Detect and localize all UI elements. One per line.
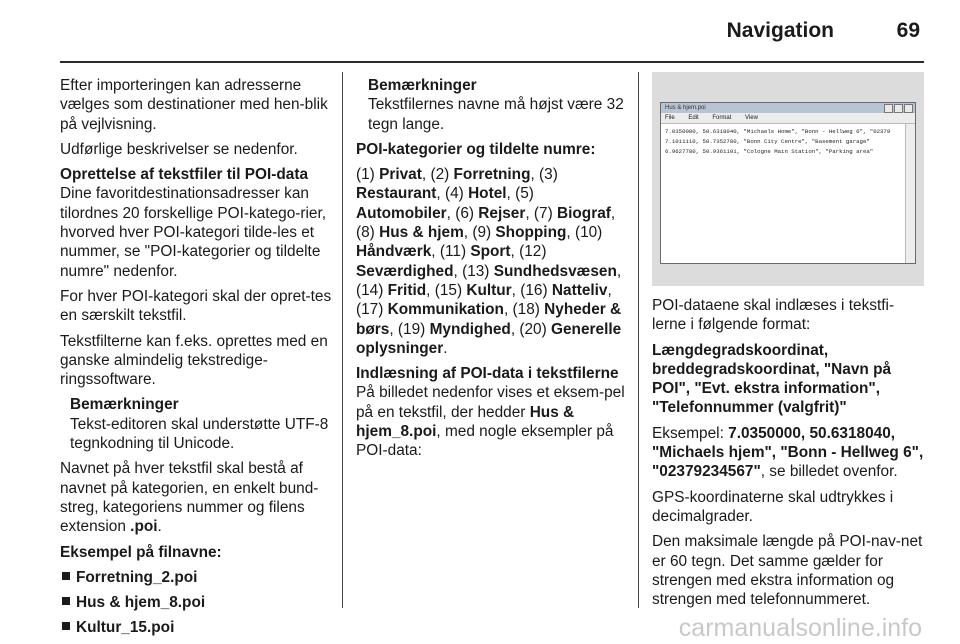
category-separator: ,: [610, 204, 616, 222]
list-item: [60, 618, 332, 637]
category-name: Kultur: [466, 281, 512, 299]
text-editor-window: [660, 102, 916, 264]
watermark: carmanualsonline.info: [678, 614, 922, 642]
category-number: (19): [397, 320, 430, 338]
category-number: (9): [472, 224, 496, 242]
intro-paragraph: Efter importeringen kan adresserne vælges som destinationer med hen-blik på vejlvisning.: [60, 77, 328, 133]
category-name: Hotel: [468, 185, 507, 203]
window-titlebar: [661, 103, 915, 113]
maximize-icon: [894, 104, 903, 113]
menu-file: File: [665, 115, 675, 121]
category-number: (16): [520, 281, 552, 299]
note-block-encoding: [60, 395, 332, 453]
page-number: 69: [896, 19, 920, 42]
note-title: Bemærkninger: [70, 396, 179, 414]
filename-text: Navnet på hver tekstfil skal bestå af navnet på kategorien, en enkelt bund-streg, kategoriens nummer og filens extension: [60, 460, 319, 536]
category-separator: ,: [511, 281, 521, 299]
category-separator: ,: [530, 166, 540, 184]
category-name: Nyheder & børs: [356, 301, 622, 338]
categories-paragraph: Dine favoritdestinationsadresser kan tilordnes 20 forskellige POI-katego-rier, hvorved hver POI-kategori tilde-les et nummer, se "POI-kategorier og tildelte numre" nedenfor.: [60, 185, 327, 280]
category-number: (3): [539, 166, 558, 184]
list-item-text: Kultur_15.poi: [76, 619, 175, 637]
poi-line: 7.0350000, 50.6318040, "Michaels Home", "Bonn - Hellweg 6", "02379: [665, 128, 891, 135]
category-number: (20): [519, 320, 552, 338]
details-paragraph: Udførlige beskrivelser se nedenfor.: [60, 140, 298, 158]
import-text: På billedet nedenfor vises et eksem-pel på en tekstfil, der hedder: [356, 384, 625, 421]
menu-edit: Edit: [688, 115, 699, 121]
category-name: Automobiler: [356, 204, 447, 222]
category-separator: ,: [421, 166, 431, 184]
example-value: 7.0350000, 50.6318040, "Michaels hjem", "Bonn - Hellweg 6", "02379234567": [652, 424, 924, 481]
section-heading-filename-examples: Eksempel på filnavne:: [60, 543, 222, 561]
list-item: [60, 568, 332, 587]
poi-line: 7.1011110, 50.7352780, "Bonn City Centre", "Basement garage": [665, 138, 870, 145]
editor-paragraph: Tekstfilterne kan f.eks. oprettes med en ganske almindelig tekstredige-ringssoftware.: [60, 332, 328, 389]
note-text: Tekstfilernes navne må højst være 32 tegn lange.: [368, 96, 624, 133]
category-name: Kommunikation: [387, 301, 504, 319]
example-filename: Hus & hjem_8.poi: [356, 403, 575, 441]
gps-paragraph: GPS-koordinaterne skal udtrykkes i decimalgrader.: [652, 488, 894, 525]
menu-view: View: [745, 115, 758, 121]
window-controls: [883, 104, 913, 117]
category-name: Shopping: [495, 224, 567, 242]
category-name: Biograf: [557, 204, 611, 222]
column-3: [652, 72, 924, 615]
category-separator: ,: [463, 224, 473, 242]
bullet-square-icon: [62, 622, 70, 630]
close-icon: [904, 104, 913, 113]
category-separator: ,: [389, 320, 398, 338]
length-paragraph: Den maksimale længde på POI-nav-net er 60 tegn. Det samme gælder for strengen med ekstra information og strengen med telefonnummeret.: [652, 533, 923, 609]
category-number: (12): [519, 243, 547, 261]
category-number: (8): [356, 224, 380, 242]
category-name: Fritid: [387, 281, 427, 299]
category-number: (10): [574, 224, 603, 242]
category-separator: ,: [446, 204, 456, 222]
category-separator: ,: [506, 185, 516, 203]
note-block-length: [356, 76, 626, 134]
column-2: [356, 76, 626, 467]
category-name: Rejser: [478, 204, 526, 222]
extension-text: .poi: [130, 518, 158, 536]
column-1: [60, 76, 332, 644]
column-divider-1: [342, 72, 343, 608]
category-number: (13): [462, 262, 494, 280]
format-spec: Længdegradskoordinat, breddegradskoordinat, "Navn på POI", "Evt. ekstra information", "Telefonnummer (valgfrit)": [652, 341, 892, 417]
category-number: (11): [439, 243, 471, 261]
import-text-end: , med nogle eksempler på POI-data:: [356, 423, 614, 460]
category-number: (7): [533, 204, 558, 222]
category-separator: ,: [503, 301, 513, 319]
category-number: (15): [434, 281, 467, 299]
category-name: Natteliv: [551, 281, 608, 299]
category-number: (14): [356, 281, 388, 299]
window-menubar: [661, 113, 915, 124]
note-text: Tekst-editoren skal understøtte UTF-8 tegnkodning til Unicode.: [70, 415, 329, 453]
menu-format: Format: [712, 115, 732, 121]
example-end: , se billedet ovenfor.: [760, 463, 898, 481]
category-name: Privat: [379, 166, 422, 184]
category-number: (18): [512, 301, 545, 319]
category-separator: ,: [431, 243, 440, 261]
section-heading-create-files: Oprettelse af tekstfiler til POI-data: [60, 166, 309, 184]
category-separator: ,: [510, 243, 520, 261]
category-name: Sundhedsvæsen: [493, 262, 617, 280]
bullet-square-icon: [62, 597, 70, 605]
category-separator: ,: [607, 281, 612, 299]
note-title: Bemærkninger: [368, 77, 477, 94]
category-name: Restaurant: [356, 185, 437, 203]
category-number: (17): [356, 301, 388, 319]
window-text-content: [661, 124, 915, 157]
filename-end: .: [157, 518, 162, 536]
page-title: Navigation: [726, 19, 834, 42]
filename-paragraph: [60, 459, 332, 536]
list-item: [60, 593, 332, 612]
category-number: (2): [430, 166, 454, 184]
category-separator: ,: [525, 204, 534, 222]
category-name: Forretning: [453, 166, 531, 184]
category-separator: .: [443, 339, 448, 357]
category-separator: ,: [436, 185, 445, 203]
screenshot-figure: [652, 72, 924, 286]
category-list: [356, 165, 626, 358]
category-number: (6): [455, 204, 479, 222]
category-number: (1): [356, 166, 380, 184]
section-heading-import: Indlæsning af POI-data i tekstfilerne: [356, 365, 619, 383]
category-number: (5): [515, 185, 534, 203]
list-item-text: Forretning_2.poi: [76, 568, 198, 586]
category-name: Myndighed: [429, 320, 511, 338]
category-separator: ,: [566, 224, 575, 242]
window-scrollbar: [905, 124, 915, 263]
category-separator: ,: [510, 320, 520, 338]
list-item-text: Hus & hjem_8.poi: [76, 594, 206, 612]
minimize-icon: [884, 104, 893, 113]
column-divider-2: [638, 72, 639, 608]
page-header: [60, 0, 924, 63]
category-name: Hus & hjem: [379, 224, 464, 242]
category-name: Generelle oplysninger: [356, 320, 622, 357]
example-label: Eksempel:: [652, 424, 729, 442]
category-number: (4): [444, 185, 469, 203]
poi-line: 6.9627780, 50.9361101, "Cologne Main Station", "Parking area": [665, 148, 874, 155]
window-title: Hus & hjem.poi: [665, 105, 706, 111]
import-paragraph: [356, 383, 626, 460]
category-separator: ,: [616, 262, 622, 280]
separate-file-paragraph: For hver POI-kategori skal der opret-tes en særskilt tekstfil.: [60, 287, 332, 325]
example-paragraph: [652, 424, 924, 482]
category-name: Håndværk: [356, 243, 432, 261]
filename-list: [60, 568, 332, 638]
category-separator: ,: [426, 281, 435, 299]
bullet-square-icon: [62, 572, 70, 580]
category-name: Sport: [470, 243, 511, 261]
category-separator: ,: [453, 262, 463, 280]
section-heading-categories: POI-kategorier og tildelte numre:: [356, 140, 596, 158]
format-paragraph: POI-dataene skal indlæses i tekstfi-lerne i følgende format:: [652, 297, 895, 334]
category-name: Seværdighed: [356, 262, 454, 280]
